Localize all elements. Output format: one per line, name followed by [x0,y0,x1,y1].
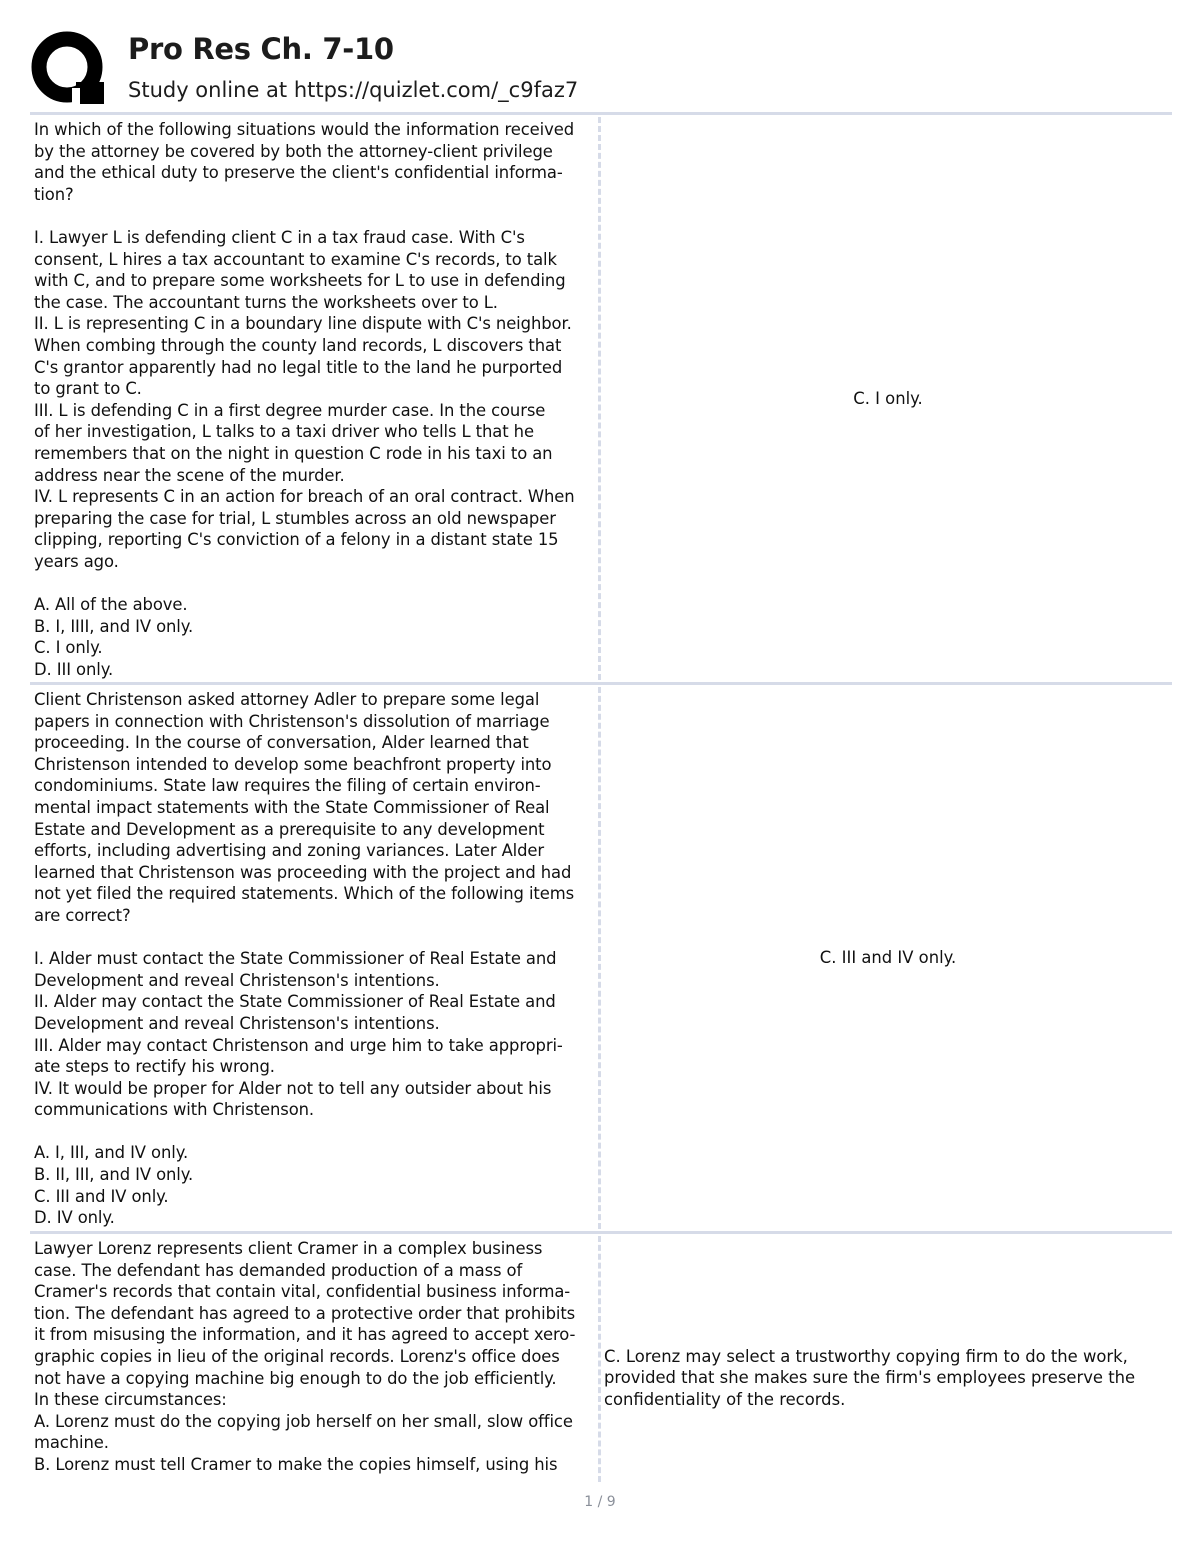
flashcard-term: In which of the following situations would the information received by the attorney be covered by both the attorney-client privilege and the ethical duty to preserve the client's confidential informa- tion? I. Lawyer L is defending client C in a tax fraud case. With C's consent, L hires a tax accountant to examine C's records, to talk with C, and to prepare some worksheets for L to use in defending the case. The accountant turns the worksheets over to L. II. L is representing C in a boundary line dispute with C's neighbor. When combing through the county land records, L discovers that C's grantor apparently had no legal title to the land he purported to grant to C. III. L is defending C in a first degree murder case. In the course of her investigation, L talks to a taxi driver who tells L that he remembers that on the night in question C rode in his taxi to an address near the scene of the murder. IV. L represents C in an action for breach of an oral contract. When preparing the case for trial, L stumbles across an old newspaper clipping, reporting C's conviction of a felony in a distant state 15 years ago. A. All of the above. B. I, IIII, and IV only. C. I only. D. III only. [34,120,575,679]
flashcard-row [30,685,1172,1234]
flashcard-row [30,115,1172,685]
column-divider [598,117,601,680]
flashcard-row [30,1234,1172,1484]
flashcard-term: Lawyer Lorenz represents client Cramer in a complex business case. The defendant has demanded production of a mass of Cramer's records that contain vital, confidential business informa- tion. The defendant has agreed to a protective order that prohibits it from misusing the information, and it has agreed to accept xero- graphic copies in lieu of the original records. Lorenz's office does not have a copying machine big enough to do the job efficiently. In these circumstances: A. Lorenz must do the copying job herself on her small, slow office machine. B. Lorenz must tell Cramer to make the copies himself, using his [34,1239,576,1474]
page-header [30,28,1172,112]
flashcard-definition [604,115,1172,682]
flashcard-definition [604,685,1172,1231]
quizlet-logo-icon [30,30,106,106]
column-divider [598,1236,601,1482]
study-link[interactable]: Study online at https://quizlet.com/_c9faz7 [128,78,579,102]
definition-text: C. Lorenz may select a trustworthy copying firm to do the work, provided that she makes sure the firm's employees preserve the confidentiality of the records. [604,1346,1136,1409]
definition-text: C. I only. [853,388,923,408]
page-title: Pro Res Ch. 7-10 [128,32,394,66]
flashcard-term: Client Christenson asked attorney Adler to prepare some legal papers in connection with Christenson's dissolution of marriage proceeding. In the course of conversation, Alder learned that Christenson intended to develop some beachfront property into condominiums. State law requires the filing of certain environ- mental impact statements with the State Commissioner of Real Estate and Development as a prerequisite to any development efforts, including advertising and zoning variances. Later Alder learned that Christenson was proceeding with the project and had not yet filed the required statements. Which of the following items are correct? I. Alder must contact the State Commissioner of Real Estate and Development and reveal Christenson's intentions. II. Alder may contact the State Commissioner of Real Estate and Development and reveal Christenson's intentions. III. Alder may contact Christenson and urge him to take appropri- ate steps to rectify his wrong. IV. It would be proper for Alder not to tell any outsider about his communications with Christenson. A. I, III, and IV only. B. II, III, and IV only. C. III and IV only. D. IV only. [34,690,575,1228]
flashcard-definition [604,1334,1172,1422]
page-number: 1 / 9 [584,1494,616,1510]
flashcard-table [30,115,1172,1484]
definition-text: C. III and IV only. [819,948,957,968]
column-divider [598,687,601,1229]
